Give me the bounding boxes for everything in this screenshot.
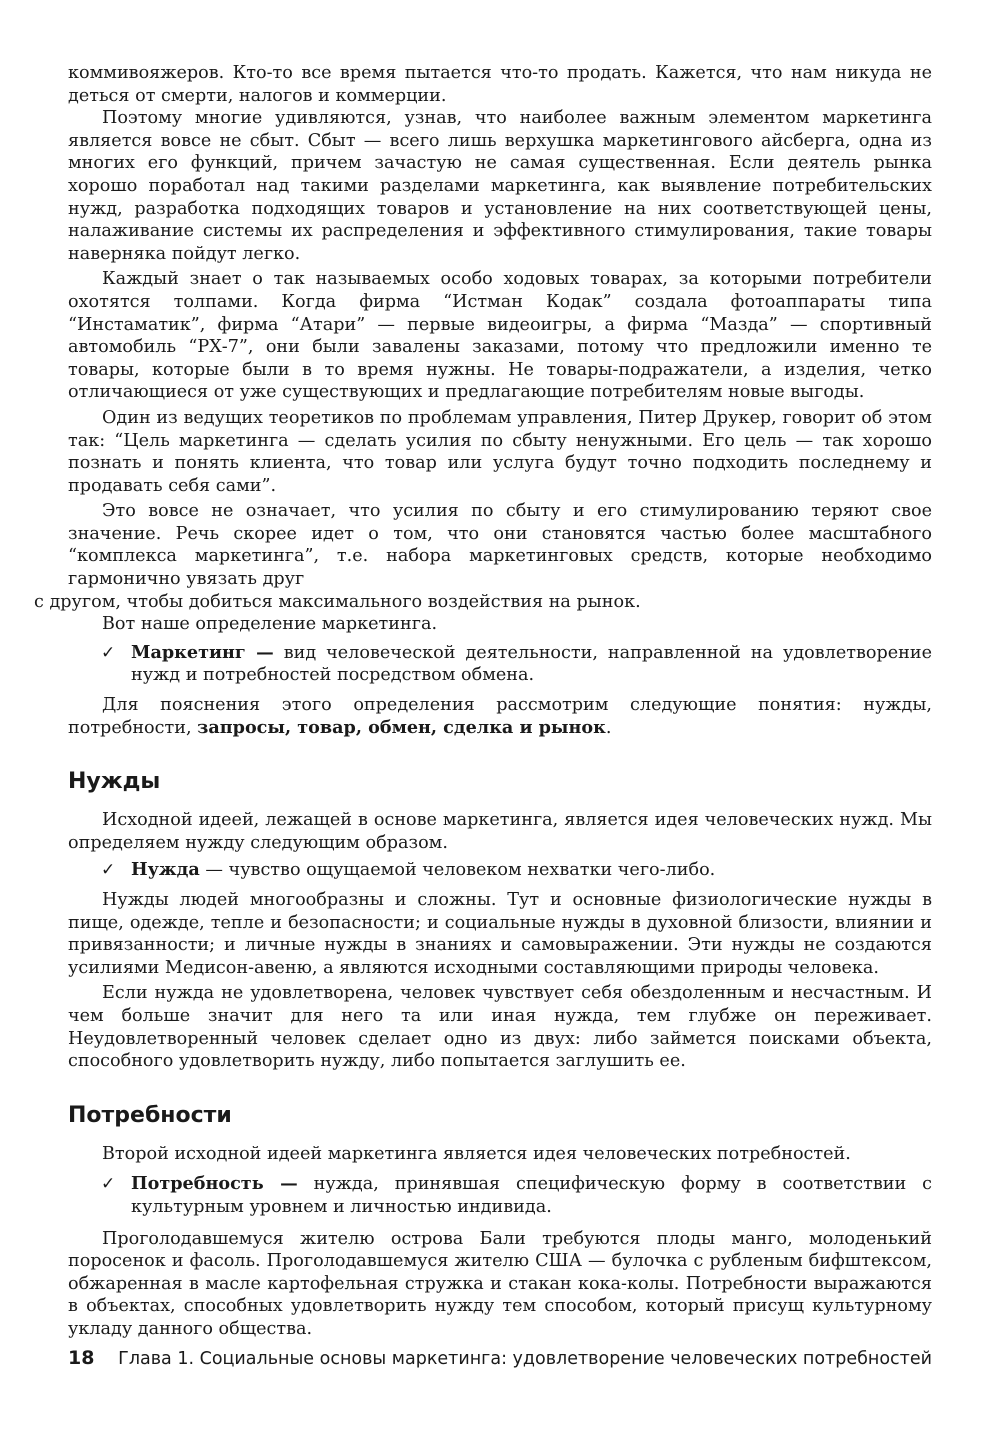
paragraph-text: с другом, чтобы добиться максимального воздействия на рынок. bbox=[34, 591, 641, 612]
page-number: 18 bbox=[68, 1347, 95, 1369]
definition-need bbox=[68, 859, 932, 882]
period: . bbox=[605, 717, 612, 738]
page-footer bbox=[68, 1347, 932, 1369]
paragraph: Исходной идеей, лежащей в основе маркетинга, является идея человеческих нужд. Мы определяем нужду следующим образом. bbox=[68, 810, 932, 853]
definition-text: — чувство ощущаемой человеком нехватки чего-либо. bbox=[199, 860, 716, 881]
paragraph: Проголодавшемуся жителю острова Бали требуются плоды манго, молоденький поросенок и фасоль. Проголодавшемуся жителю США — булочка с рубленым бифштексом, обжаренная в масле картофельная стружка и стакан кока-колы. Потребности выражаются в объектах, способных удовлетворить нужду тем способом, который присущ культурному укладу данного общества. bbox=[68, 1228, 932, 1339]
paragraph-text: Это вовсе не означает, что усилия по сбыту и его стимулированию теряют свое значение. Речь скорее идет о том, что они становятся частью более масштабного “комплекса маркетинга”, т.е. набора маркетинговых средств, которые необходимо гармонично увязать друг bbox=[68, 501, 932, 590]
paragraph bbox=[68, 694, 932, 739]
page-body bbox=[34, 62, 933, 1341]
definition-marketing bbox=[68, 642, 932, 687]
paragraph: Один из ведущих теоретиков по проблемам управления, Питер Друкер, говорит об этом так: “Цель маркетинга — сделать усилия по сбыту ненужными. Его цель — так хорошо познать и понять клиента, что товар или услуга будут точно подходить последнему и продавать себя сами”. bbox=[68, 407, 932, 496]
definition-term: Нужда bbox=[131, 859, 200, 881]
section-heading-needs: Нужды bbox=[68, 769, 161, 795]
paragraph: Каждый знает о так называемых особо ходовых товарах, за которыми потребители охотятся толпами. Когда фирма “Истман Кодак” создала фотоаппараты типа “Инстаматик”, фирма “Атари” — первые видеоигры, а фирма “Мазда” — спортивный автомобиль “РХ-7”, они были завалены заказами, потому что предложили именно те товары, которые были в то время нужны. Не товары-подражатели, а изделия, четко отличающиеся от уже существующих и предлагающие потребителям новые выгоды. bbox=[68, 269, 932, 403]
paragraph: Вот наше определение маркетинга. bbox=[102, 614, 438, 635]
section-heading-wants: Потребности bbox=[68, 1102, 232, 1128]
paragraph: Если нужда не удовлетворена, человек чувствует себя обездоленным и несчастным. И чем больше значит для него та или иная нужда, тем глубже он переживает. Неудовлетворенный человек сделает одно из двух: либо займется поисками объекта, способного удовлетворить нужду, либо попытается заглушить ее. bbox=[68, 983, 932, 1072]
running-footer-title: Глава 1. Социальные основы маркетинга: удовлетворение человеческих потребностей bbox=[118, 1349, 932, 1369]
check-icon: ✓ bbox=[101, 1174, 116, 1195]
concepts-list: запросы, товар, обмен, сделка и рынок bbox=[197, 716, 606, 738]
paragraph: Нужды людей многообразны и сложны. Тут и основные физиологические нужды в пище, одежде, тепле и безопасности; и социальные нужды в духовной близости, влиянии и привязанности; и личные нужды в знаниях и самовыражении. Эти нужды не создаются усилиями Медисон-авеню, а являются исходными составляющими природы человека. bbox=[68, 890, 932, 978]
paragraph-text: Для пояснения этого определения рассмотрим следующие понятия: нужды, потребности, bbox=[68, 695, 932, 738]
paragraph: Поэтому многие удивляются, узнав, что наиболее важным элементом маркетинга является вовсе не сбыт. Сбыт — всего лишь верхушка маркетингового айсберга, одна из многих его функций, причем зачастую не самая существенная. Если деятель рынка хорошо поработал над такими разделами маркетинга, как выявление потребительских нужд, разработка подходящих товаров и установление на них соответствующей цены, налаживание системы их распределения и эффективного стимулирования, такие товары наверняка пойдут легко. bbox=[68, 108, 932, 264]
paragraph: Второй исходной идеей маркетинга является идея человеческих потребностей. bbox=[102, 1143, 851, 1164]
definition-term: Потребность — bbox=[131, 1173, 298, 1195]
definition-term: Маркетинг — bbox=[131, 641, 274, 663]
definition-text: нужда, принявшая специфическую форму в соответствии с культурным уровнем и личностью индивида. bbox=[131, 1174, 932, 1217]
definition-text: вид человеческой деятельности, направленной на удовлетворение нужд и потребностей посредством обмена. bbox=[131, 642, 933, 686]
definition-want bbox=[68, 1173, 932, 1218]
check-icon: ✓ bbox=[101, 642, 116, 663]
check-icon: ✓ bbox=[101, 860, 116, 881]
paragraph bbox=[34, 500, 932, 613]
paragraph-continuation: коммивояжеров. Кто-то все время пытается что-то продать. Кажется, что нам никуда не деться от смерти, налогов и коммерции. bbox=[68, 63, 932, 106]
